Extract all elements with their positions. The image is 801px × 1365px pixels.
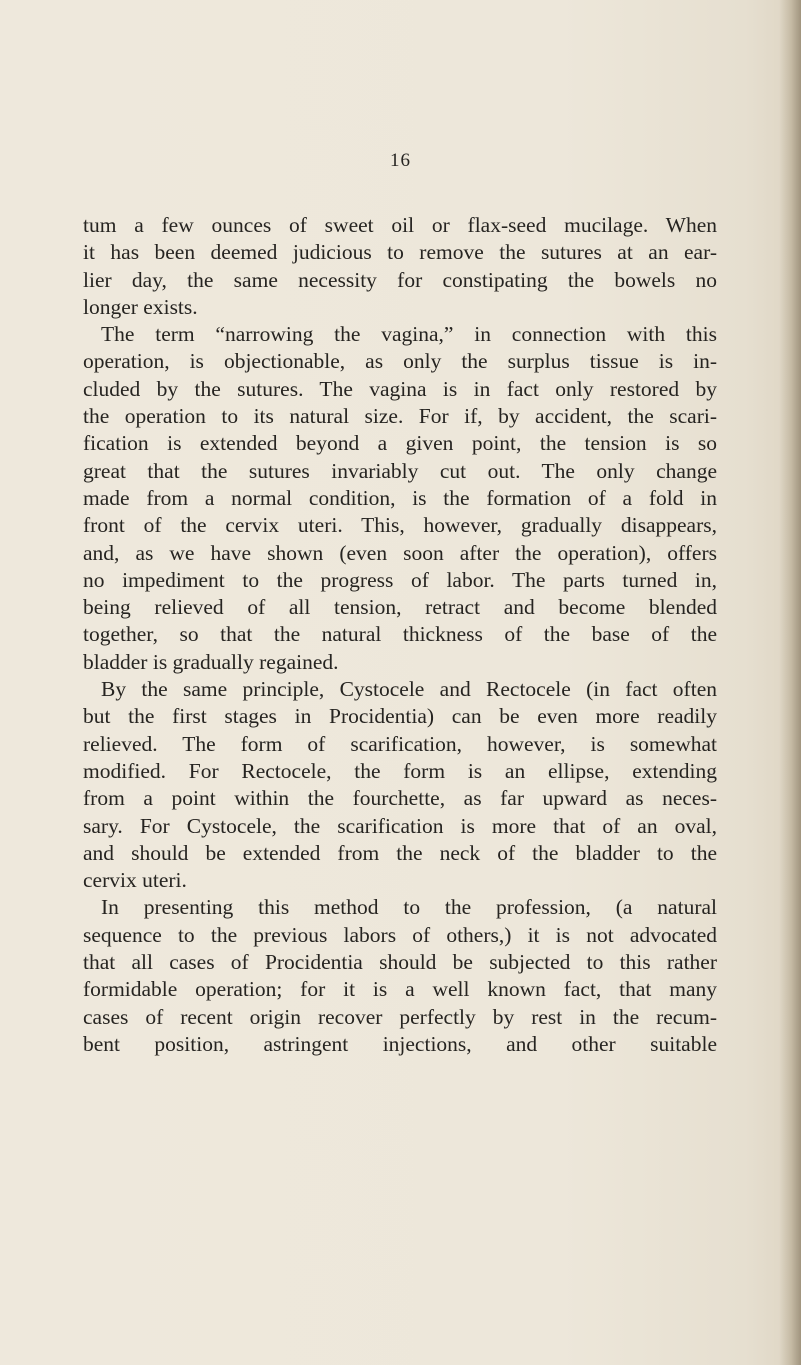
text-line: modified. For Rectocele, the form is an ellipse, extending [83,758,717,783]
text-line: together, so that the natural thickness of the base of the [83,622,717,647]
text-line: cases of recent origin recover perfectly by rest in the recum- [83,1004,717,1029]
body-text [83,212,717,1058]
text-line: sary. For Cystocele, the scarification is more that of an oval, [83,813,717,838]
text-line: tum a few ounces of sweet oil or flax-seed mucilage. When [83,213,717,237]
text-line: and should be extended from the neck of the bladder to the [83,840,717,865]
text-line: The term “narrowing the vagina,” in connection with this [101,322,717,347]
text-line: the operation to its natural size. For if, by accident, the scari- [83,404,717,429]
text-line: great that the sutures invariably cut out. The only change [83,458,717,483]
text-line: but the first stages in Procidentia) can be even more readily [83,704,717,729]
text-line: By the same principle, Cystocele and Rectocele (in fact often [101,677,717,702]
text-line: In presenting this method to the profession, (a natural [101,895,717,920]
text-line: cervix uteri. [83,868,187,893]
text-line: cluded by the sutures. The vagina is in fact only restored by [83,376,717,401]
text-line: sequence to the previous labors of others,) it is not advocated [83,922,717,947]
page-gutter-shadow [779,0,801,1365]
text-line: front of the cervix uteri. This, however, gradually disappears, [83,513,717,538]
text-line: lier day, the same necessity for constipating the bowels no [83,267,717,292]
text-line: made from a normal condition, is the formation of a fold in [83,485,717,510]
text-line: being relieved of all tension, retract and become blended [83,595,717,620]
page-number: 16 [390,150,411,171]
text-line: fication is extended beyond a given point, the tension is so [83,431,717,456]
text-line: relieved. The form of scarification, however, is somewhat [83,731,717,756]
text-line: that all cases of Procidentia should be subjected to this rather [83,950,717,975]
text-line: longer exists. [83,294,198,319]
text-line: bladder is gradually regained. [83,649,339,674]
text-line: it has been deemed judicious to remove the sutures at an ear- [83,240,717,265]
text-line: bent position, astringent injections, and other suitable [83,1031,717,1056]
text-line: and, as we have shown (even soon after the operation), offers [83,540,717,565]
text-line: no impediment to the progress of labor. The parts turned in, [83,567,717,592]
text-line: from a point within the fourchette, as far upward as neces- [83,786,717,811]
text-line: formidable operation; for it is a well known fact, that many [83,977,717,1002]
text-line: operation, is objectionable, as only the surplus tissue is in- [83,349,717,374]
